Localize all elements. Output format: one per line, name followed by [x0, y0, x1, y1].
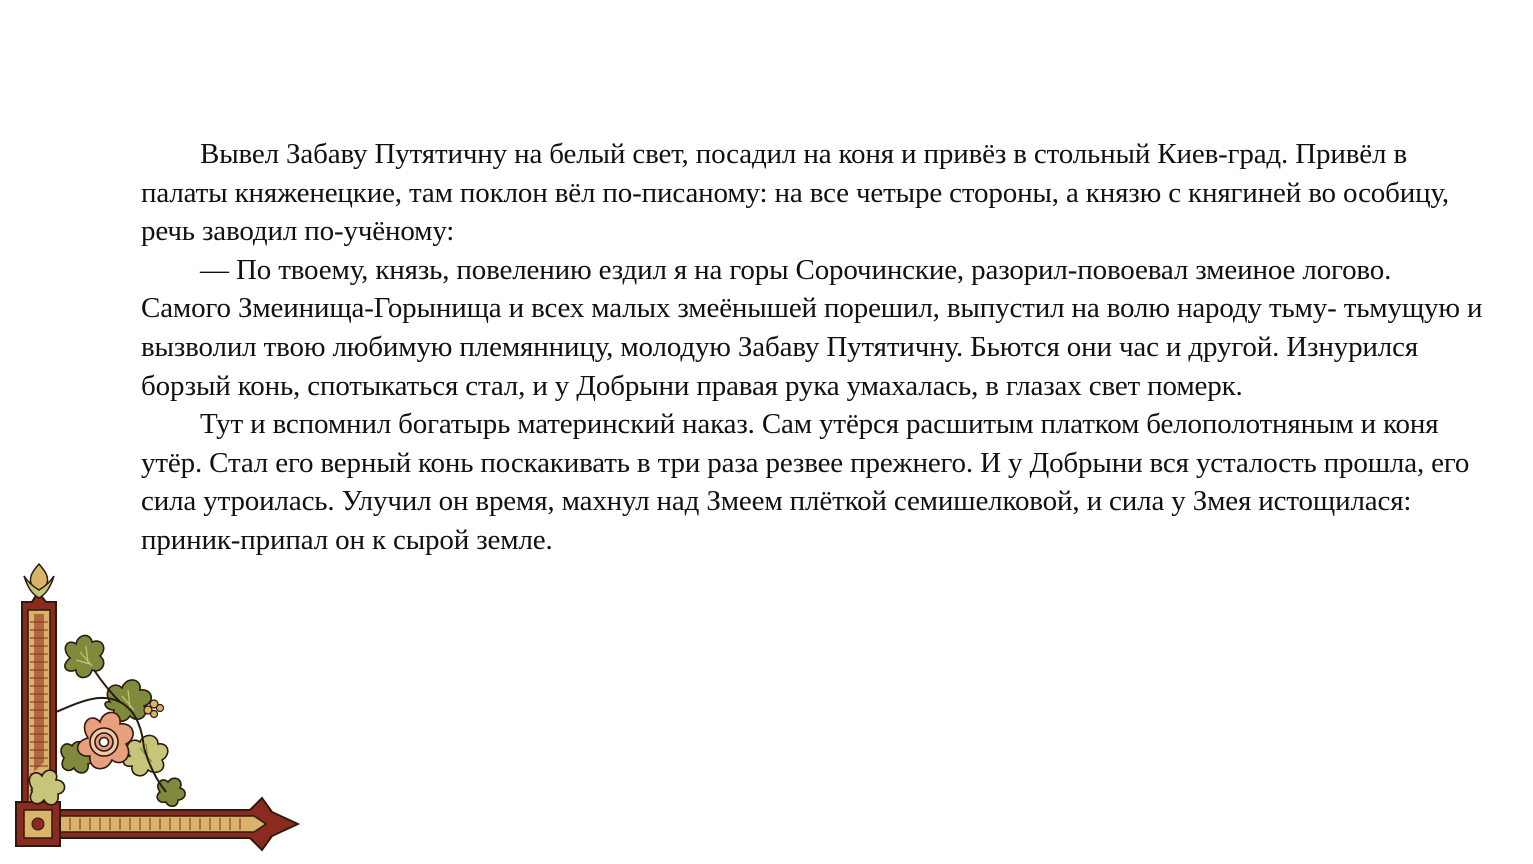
paragraph-3: Тут и вспомнил богатырь материнский наказ. Сам утёрся расшитым платком белополотняным и коня утёр. Стал его верный конь поскакивать в три раза резвее прежнего. И у Добрыни вся усталость прошла, его сила утроилась. Улучил он время, махнул над Змеем плёткой семишелковой, и сила у Змея истощилася: приник-припал он к сырой земле.: [141, 408, 1470, 556]
ornamental-corner-icon: [10, 562, 300, 854]
story-text: [141, 135, 1486, 560]
ornament-finial: [24, 564, 54, 598]
paragraph-1: Вывел Забаву Путятичну на белый свет, посадил на коня и привёз в стольный Киев-град. Привёл в палаты княженецкие, там поклон вёл по-писаному: на все четыре стороны, а князю с княгиней во особицу, речь заводил по-учёному:: [141, 138, 1450, 248]
paragraph-2: — По твоему, князь, повелению ездил я на горы Сорочинские, разорил-повоевал змеиное логово. Самого Змеинища-Горынища и всех малых змеёнышей порешил, выпустил на волю народу тьму- тьмущую и вызволил твою любимую племянницу, молодую Забаву Путятичну. Бьются они час и другой. Изнурился борзый конь, спотыкаться стал, и у Добрыни правая рука умахалась, в глазах свет померк.: [141, 253, 1483, 402]
